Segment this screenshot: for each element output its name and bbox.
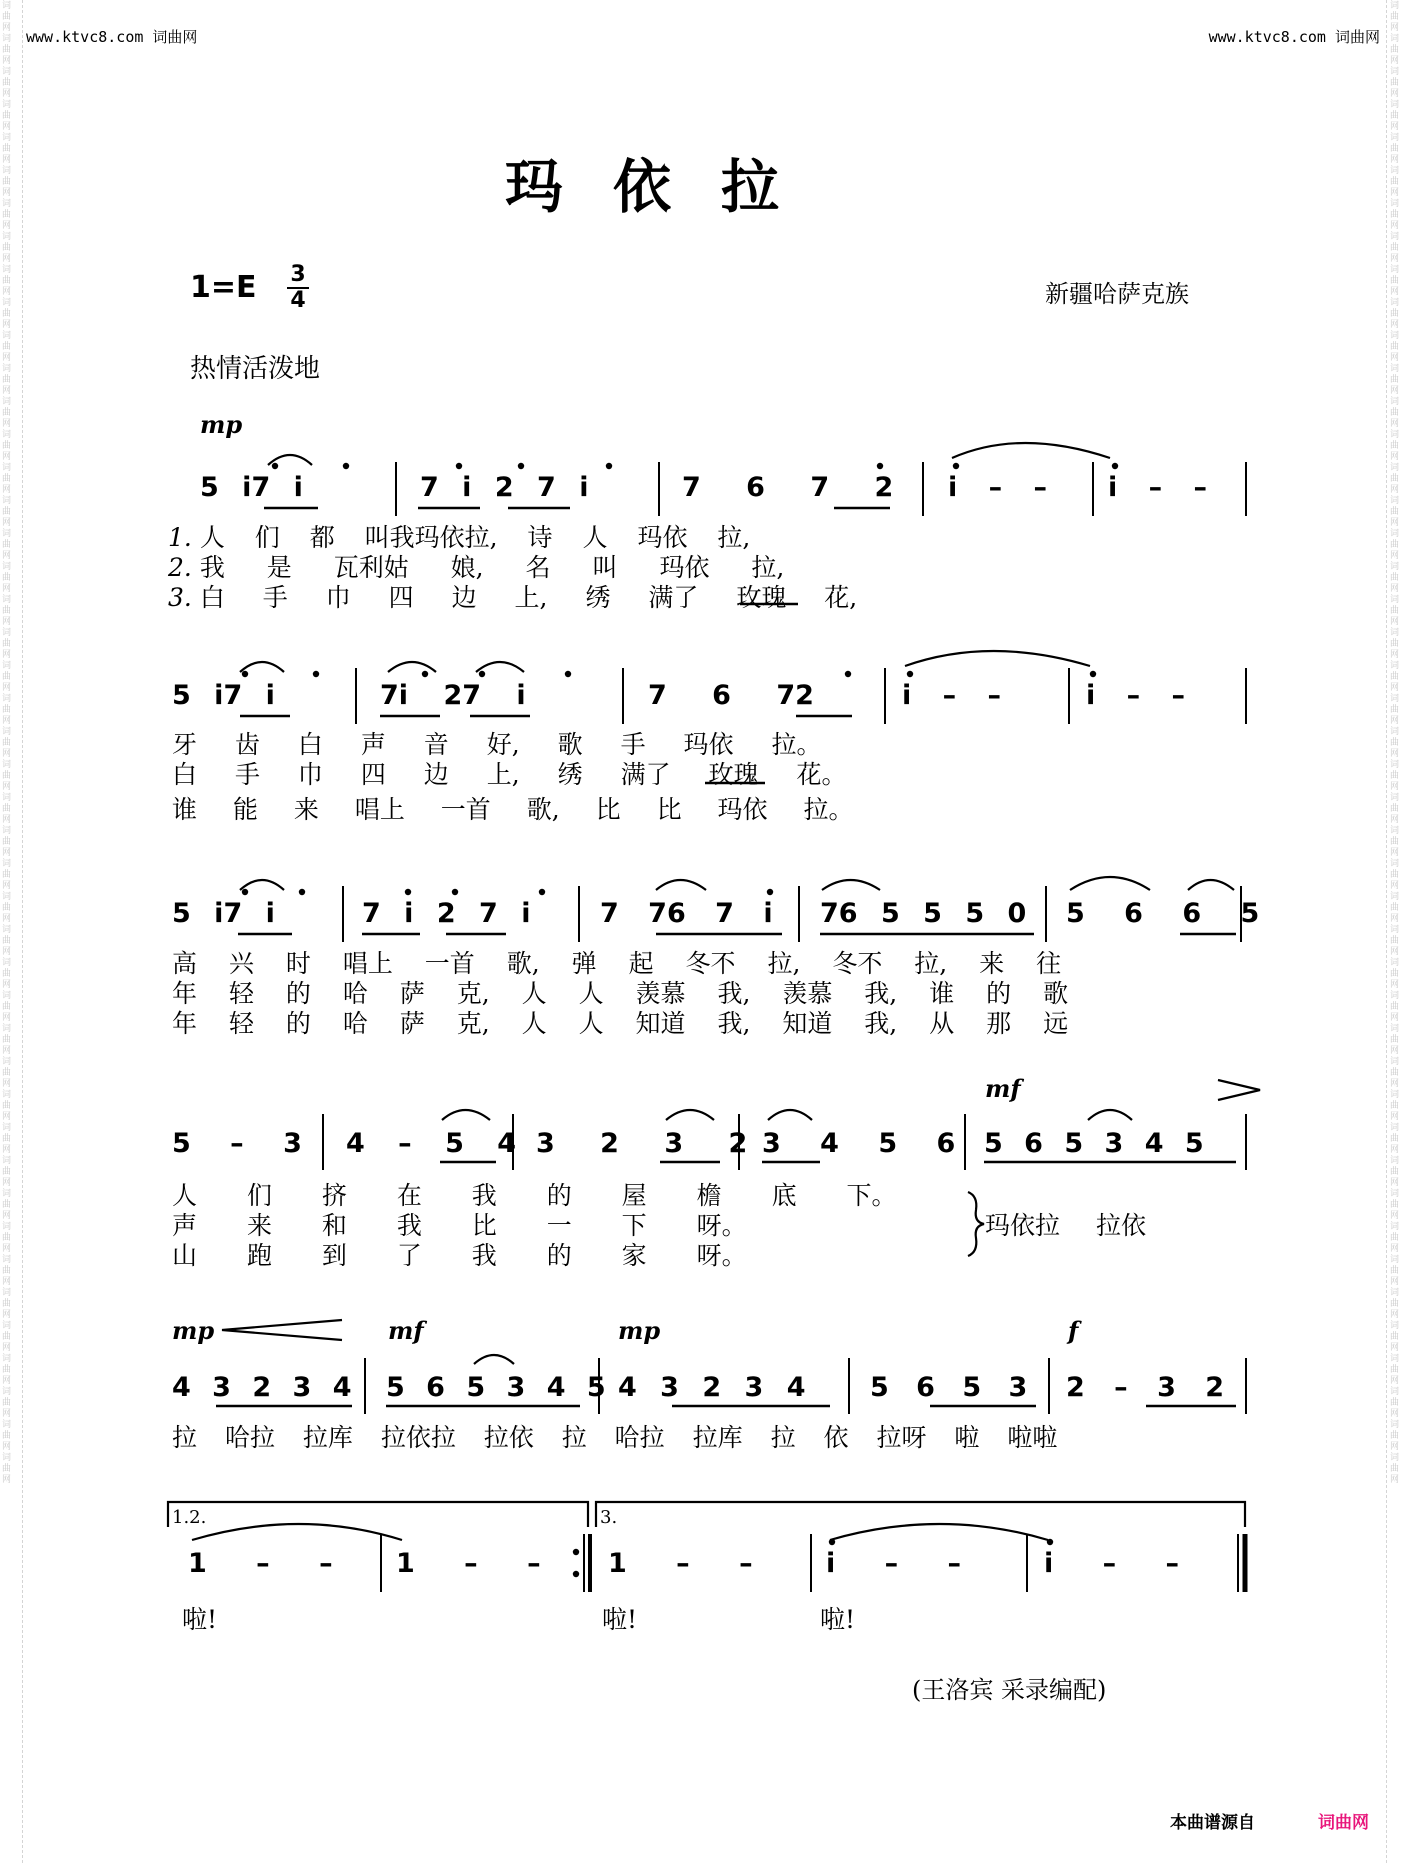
dynamic-mp: mp — [618, 1316, 661, 1345]
octave-dot — [877, 463, 883, 469]
notes-bar-5: 2 – 3 2 — [1066, 1372, 1225, 1403]
lyric-line: 高 兴 时 唱上 一首 歌, 弹 起 冬不 拉, 冬不 拉, 来 往 — [172, 949, 1062, 978]
header-left[interactable]: www.ktvc8.com 词曲网 — [26, 28, 198, 46]
octave-dot — [767, 889, 773, 895]
time-bottom: 4 — [290, 288, 306, 313]
ending-bar-4: i – – — [826, 1548, 962, 1579]
ending-bar-5: i – – — [1044, 1548, 1180, 1579]
notes-bar-1: 5 – 3 — [172, 1128, 302, 1159]
notes-bar-5: 5 6 6 5 — [1066, 898, 1260, 929]
notes-bar-2: 7 i 2 7 i — [362, 898, 531, 929]
key-signature: 1=E — [190, 270, 257, 305]
crescendo-hairpin — [222, 1320, 342, 1340]
ending-bar-3: 1 – – — [608, 1548, 753, 1579]
volta-1-bracket — [168, 1502, 588, 1527]
slur — [1088, 1110, 1132, 1120]
ending-bar-1: 1 – – — [188, 1548, 333, 1579]
notes-bar-2: 7i 27 i — [380, 680, 526, 711]
song-title: 玛依拉 — [505, 153, 830, 221]
octave-dot — [242, 889, 248, 895]
octave-dot — [1112, 463, 1118, 469]
refrain-lyric: 玛依拉 拉依 — [985, 1211, 1146, 1240]
notes-bar-4: i – – — [948, 472, 1048, 503]
notes-bar-4: i – – — [902, 680, 1002, 711]
slur — [240, 880, 284, 890]
verse-number: 2. — [168, 553, 192, 582]
volta-2-bracket — [596, 1502, 1245, 1527]
volta-1-label: 1.2. — [172, 1507, 207, 1528]
lyric-line: 拉 哈拉 拉库 拉依拉 拉依 拉 哈拉 拉库 拉 依 拉呀 啦 啦啦 — [172, 1423, 1058, 1452]
lyric-line: 年 轻 的 哈 萨 克, 人 人 知道 我, 知道 我, 从 那 远 — [172, 1009, 1069, 1038]
lyric-line: 牙 齿 白 声 音 好, 歌 手 玛依 拉。 — [172, 730, 822, 759]
notes-bar-1: 5 i7 i — [172, 898, 275, 929]
notes-bar-3: 7 6 72 — [648, 680, 814, 711]
notes-bar-1: 5 i7 i — [200, 472, 303, 503]
notes-bar-3: 7 6 7 2 — [682, 472, 894, 503]
slur — [1070, 877, 1150, 890]
lyric-text: 我 是 瓦利姑 娘, 名 叫 玛依 拉, — [199, 553, 785, 582]
slur — [442, 1110, 490, 1120]
notes-bar-2: 5 6 5 3 4 5 — [386, 1372, 606, 1403]
octave-dot — [452, 889, 458, 895]
lyric-line: 人 们 挤 在 我 的 屋 檐 底 下。 — [172, 1181, 897, 1210]
lyric-line: 山 跑 到 了 我 的 家 呀。 — [172, 1241, 747, 1270]
slur — [1188, 880, 1234, 890]
octave-dot — [456, 463, 462, 469]
notes-bar-1: 5 i7 i — [172, 680, 275, 711]
time-top: 3 — [290, 262, 306, 287]
arranger-credit: (王洛宾 采录编配) — [912, 1676, 1107, 1704]
decrescendo-hairpin — [1218, 1080, 1260, 1100]
lyric-text: 人 们 都 叫我玛依拉, 诗 人 玛依 拉, — [199, 523, 751, 552]
verse-number: 1. — [168, 523, 192, 552]
dynamic-mf: mf — [985, 1074, 1021, 1103]
ending-lyric: 啦! — [182, 1605, 218, 1634]
tie — [905, 651, 1090, 666]
octave-dot — [829, 1539, 835, 1545]
octave-dot — [479, 671, 485, 677]
lyric-line: 年 轻 的 哈 萨 克, 人 人 羡慕 我, 羡慕 我, 谁 的 歌 — [172, 979, 1069, 1008]
header-right[interactable]: www.ktvc8.com 词曲网 — [1208, 28, 1380, 46]
dynamic-f: f — [1068, 1316, 1079, 1345]
octave-dot — [299, 889, 305, 895]
lyric-line: 白 手 巾 四 边 上, 绣 满了 玫瑰 花。 — [172, 760, 847, 789]
slur — [388, 662, 436, 672]
notes-bar-5: 5 6 5 3 4 5 — [984, 1128, 1204, 1159]
notes-bar-1: 4 3 2 3 4 — [172, 1372, 352, 1403]
slur — [474, 1355, 514, 1364]
notes-bar-4: 76 5 5 5 0 — [820, 898, 1027, 929]
notes-bar-2: 4 – 5 4 — [346, 1128, 517, 1159]
tie — [192, 1524, 402, 1540]
octave-dot — [845, 671, 851, 677]
octave-dot — [953, 463, 959, 469]
tie — [952, 443, 1110, 458]
notes-bar-3: 4 3 2 3 4 — [618, 1372, 806, 1403]
watermark-text: 词曲网词曲网词曲网词曲网词曲网词曲网词曲网词曲网词曲网词曲网词曲网词曲网词曲网词曲网词曲网词曲网词曲网词曲网词曲网词曲网词曲网词曲网词曲网词曲网词曲网词曲网词曲网词曲网词曲网词曲网词曲网词曲网词曲网词曲网词曲网词曲网词曲网词曲网词曲网词曲网词曲网词曲网词曲网词曲网词曲网 — [0, 0, 10, 1485]
volta-2-label: 3. — [600, 1507, 618, 1528]
repeat-dot — [573, 1549, 579, 1555]
footer-source: 本曲谱源自 — [1170, 1813, 1255, 1833]
lyric-line: 谁 能 来 唱上 一首 歌, 比 比 玛依 拉。 — [172, 795, 854, 824]
notes-bar-5: i – – — [1086, 680, 1186, 711]
ending-lyric: 啦! — [602, 1605, 638, 1634]
octave-dot — [565, 671, 571, 677]
slur — [656, 880, 706, 890]
dynamic-mf: mf — [388, 1316, 424, 1345]
octave-dot — [518, 463, 524, 469]
slur — [768, 1110, 812, 1120]
octave-dot — [907, 671, 913, 677]
song-origin: 新疆哈萨克族 — [1045, 280, 1189, 308]
octave-dot — [1047, 1539, 1053, 1545]
tie — [830, 1524, 1048, 1540]
slur — [240, 662, 284, 672]
octave-dot — [405, 889, 411, 895]
octave-dot — [313, 671, 319, 677]
notes-bar-4: 5 6 5 3 — [870, 1372, 1028, 1403]
ending-lyric: 啦! — [820, 1605, 856, 1634]
octave-dot — [242, 671, 248, 677]
octave-dot — [272, 463, 278, 469]
notes-bar-4: 3 4 5 6 — [762, 1128, 956, 1159]
lyric-brace — [968, 1192, 984, 1256]
footer-brand-link[interactable]: 词曲网 — [1318, 1813, 1369, 1833]
dynamic-mp: mp — [200, 410, 243, 439]
notes-bar-5: i – – — [1108, 472, 1208, 503]
tempo-marking: 热情活泼地 — [190, 354, 321, 384]
octave-dot — [422, 671, 428, 677]
lyric-line: 声 来 和 我 比 一 下 呀。 — [172, 1211, 747, 1240]
ending-bar-2: 1 – – — [396, 1548, 541, 1579]
repeat-dot — [573, 1571, 579, 1577]
octave-dot — [539, 889, 545, 895]
octave-dot — [1090, 671, 1096, 677]
watermark-text: 词曲网词曲网词曲网词曲网词曲网词曲网词曲网词曲网词曲网词曲网词曲网词曲网词曲网词曲网词曲网词曲网词曲网词曲网词曲网词曲网词曲网词曲网词曲网词曲网词曲网词曲网词曲网词曲网词曲网词曲网词曲网词曲网词曲网词曲网词曲网词曲网词曲网词曲网词曲网词曲网词曲网词曲网词曲网词曲网词曲网 — [1388, 0, 1398, 1485]
lyric-text: 白 手 巾 四 边 上, 绣 满了 玫瑰 花, — [199, 583, 858, 612]
slur — [822, 880, 880, 890]
slur — [476, 662, 524, 672]
notes-bar-3: 7 76 7 i — [600, 898, 773, 929]
octave-dot — [606, 463, 612, 469]
dynamic-mp: mp — [172, 1316, 215, 1345]
slur — [666, 1110, 714, 1120]
notes-bar-2: 7 i 2 7 i — [420, 472, 589, 503]
notes-bar-3: 3 2 3 2 — [536, 1128, 748, 1159]
octave-dot — [343, 463, 349, 469]
verse-number: 3. — [168, 583, 192, 612]
